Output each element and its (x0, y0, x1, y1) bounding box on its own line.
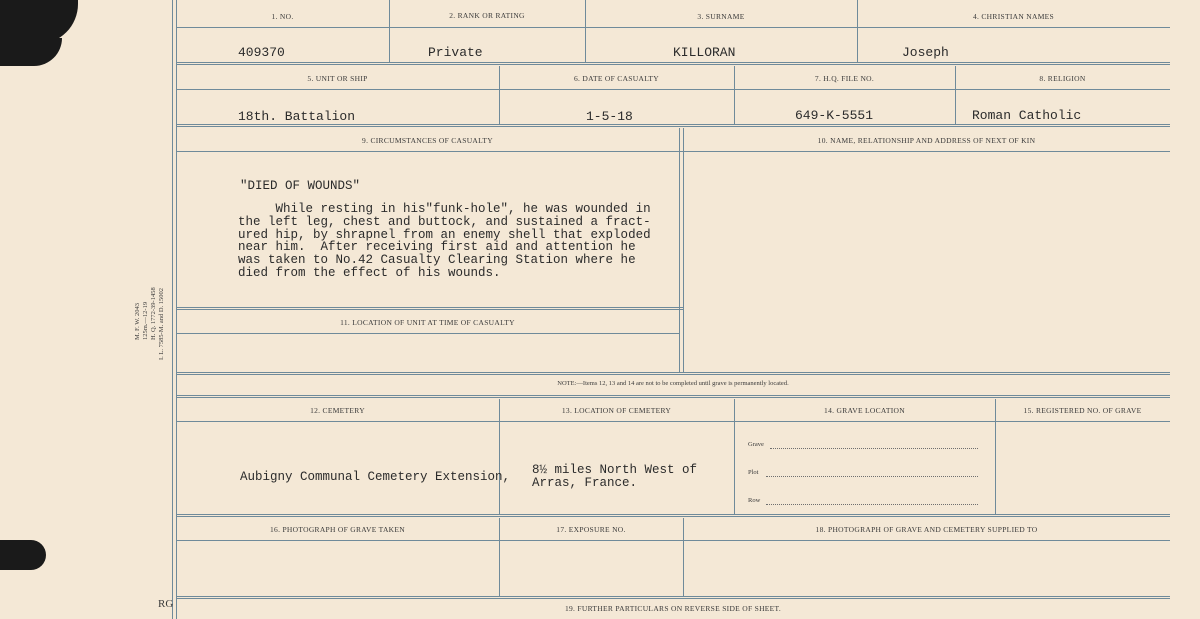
rule (585, 0, 586, 62)
rule (389, 0, 390, 62)
grave-location-header: 14. GRAVE LOCATION (824, 406, 905, 415)
printer-note-2: 125m.—12-19 (142, 301, 149, 340)
service-number: 409370 (238, 45, 285, 60)
rule (176, 62, 1170, 65)
rule (176, 514, 1170, 517)
unit: 18th. Battalion (238, 109, 356, 124)
circumstances-title: "DIED OF WOUNDS" (240, 179, 361, 193)
rg-mark: RG (158, 598, 174, 610)
further-particulars: 19. FURTHER PARTICULARS ON REVERSE SIDE OF SHEET. (564, 604, 782, 613)
rule (176, 307, 683, 310)
row-dotted-line (766, 504, 978, 505)
rank: Private (428, 45, 483, 60)
margin-line-1 (172, 0, 173, 619)
rule (176, 596, 1170, 599)
rule (683, 128, 684, 372)
punch-hole-top-lower (0, 38, 62, 66)
photograph-header: 16. PHOTOGRAPH OF GRAVE TAKEN (270, 525, 405, 534)
rule (176, 540, 1170, 541)
plot-label: Plot (748, 469, 759, 476)
unit-header: 5. UNIT OR SHIP (307, 74, 368, 83)
row-label: Row (748, 497, 761, 504)
rule (176, 89, 1170, 90)
registered-no-header: 15. REGISTERED NO. OF GRAVE (1023, 406, 1142, 415)
circumstances-header: 9. CIRCUMSTANCES OF CASUALTY (362, 136, 493, 145)
photo-supplied-header: 18. PHOTOGRAPH OF GRAVE AND CEMETERY SUPPLIED TO (815, 525, 1038, 534)
rule (679, 128, 680, 372)
location-of-unit-header: 11. LOCATION OF UNIT AT TIME OF CASUALTY (340, 318, 515, 327)
christian-names: Joseph (902, 45, 949, 60)
location-of-cemetery-header: 13. LOCATION OF CEMETERY (561, 406, 672, 415)
rule (176, 27, 1170, 28)
punch-hole-left (0, 540, 46, 570)
christian-names-header: 4. CHRISTIAN NAMES (972, 12, 1055, 21)
rule (995, 399, 996, 514)
grave-dotted-line (770, 448, 978, 449)
circumstances-text: While resting in his"funk-hole", he was wounded in the left leg, chest and buttock, and sustained a fract- ured hip, by shrapnel from an enemy shell that exploded near him. After receiving first aid and attention he was taken to No.42 Casualty Clearing Station where he died from the effect of his wounds. (238, 202, 651, 280)
rule (176, 372, 1170, 375)
cemetery-header: 12. CEMETERY (310, 406, 365, 415)
printer-note-3: H. Q. 1772-39-1458 (150, 287, 157, 340)
note-text: NOTE:—Items 12, 13 and 14 are not to be completed until grave is permanently located. (557, 380, 789, 387)
hq-file-no: 649-K-5551 (795, 108, 874, 123)
rule (176, 151, 1170, 152)
rule (176, 421, 1170, 422)
printer-note-1: M. F. W. 2043 (134, 302, 141, 340)
grave-label: Grave (748, 441, 764, 448)
rule (857, 0, 858, 62)
surname: KILLORAN (673, 45, 736, 60)
plot-dotted-line (766, 476, 978, 477)
rule (176, 333, 679, 334)
rule (176, 395, 1170, 398)
religion: Roman Catholic (972, 108, 1082, 123)
rule (499, 399, 500, 514)
date-of-casualty: 1-5-18 (586, 109, 633, 124)
cemetery-name: Aubigny Communal Cemetery Extension, (240, 470, 511, 484)
surname-header: 3. SURNAME (697, 12, 745, 21)
printer-note-4: I. L. 7585-M. and D. 15002 (158, 287, 165, 360)
cemetery-location: 8½ miles North West of Arras, France. (532, 463, 698, 490)
rank-header: 2. RANK OR RATING (449, 11, 525, 20)
date-header: 6. DATE OF CASUALTY (573, 74, 659, 83)
exposure-header: 17. EXPOSURE NO. (556, 525, 626, 534)
rule (176, 124, 1170, 127)
no-header: 1. NO. (271, 12, 294, 21)
hq-file-header: 7. H.Q. FILE NO. (814, 74, 875, 83)
next-of-kin-header: 10. NAME, RELATIONSHIP AND ADDRESS OF NEXT OF KIN (817, 136, 1036, 145)
religion-header: 8. RELIGION (1039, 74, 1086, 83)
rule (734, 399, 735, 514)
